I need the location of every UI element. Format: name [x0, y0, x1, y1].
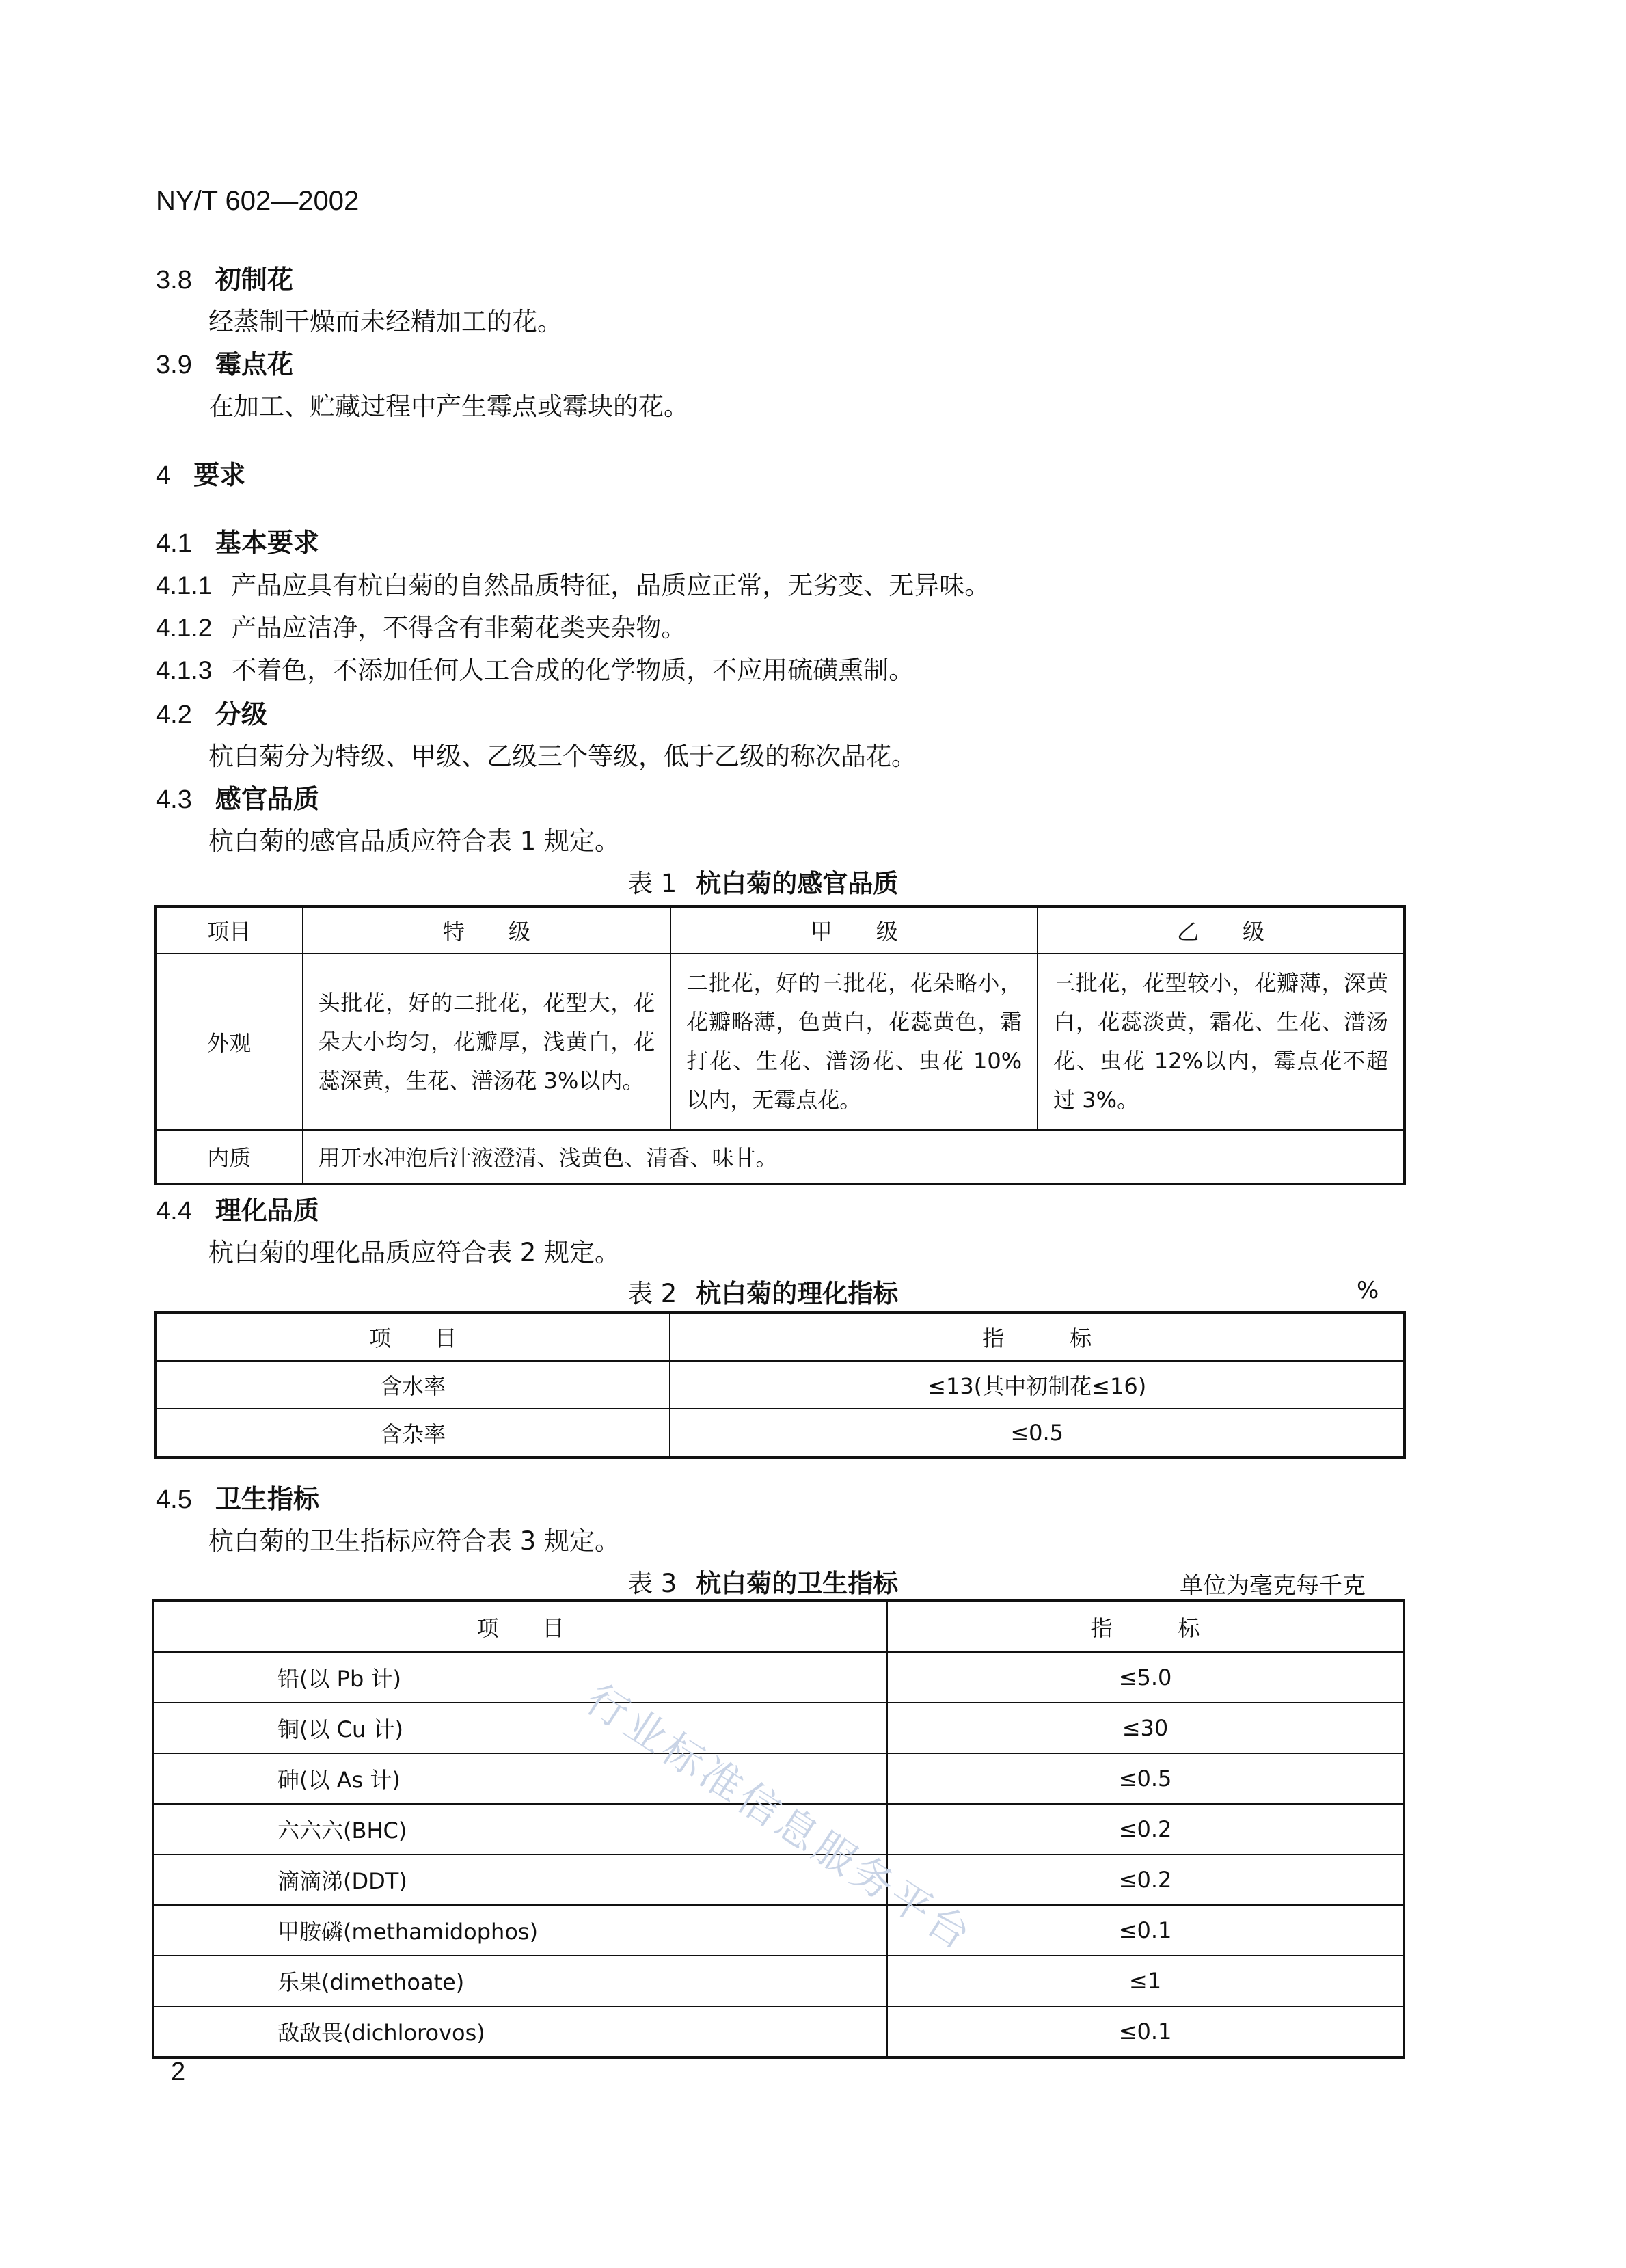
table-row: [153, 1652, 1404, 1703]
table-cell: 用开水冲泡后汁液澄清、浅黄色、清香、味甘。: [303, 1130, 1405, 1184]
table-cell: 头批花，好的二批花，花型大，花朵大小均匀，花瓣厚，浅黄白，花蕊深黄，生花、潽汤花 3%以内。: [303, 954, 671, 1130]
table-row: [153, 1905, 1404, 1956]
table2-physicochemical: [154, 1311, 1406, 1459]
section-heading-3-9: [156, 343, 293, 381]
table1-sensory-quality: [154, 905, 1406, 1185]
section-title: 初制花: [215, 265, 293, 295]
table-cell: ≤0.5: [887, 1753, 1404, 1804]
section-title: 卫生指标: [215, 1484, 319, 1514]
clause-number: 4.1.1: [156, 571, 213, 599]
clause-text: 产品应洁净，不得含有非菊花类夹杂物。: [231, 613, 687, 643]
table-cell: ≤0.5: [670, 1409, 1405, 1457]
table-cell: 砷(以 As 计): [153, 1753, 887, 1804]
section-heading-4: [156, 454, 245, 491]
table-header-row: [153, 1601, 1404, 1652]
clause-number: 4.1.2: [156, 614, 213, 642]
row-label: 外观: [155, 954, 303, 1130]
section-number: 3.8: [156, 266, 192, 295]
section-text-3-8: 经蒸制干燥而未经精加工的花。: [208, 307, 563, 336]
section-heading-4-4: [156, 1189, 319, 1227]
header-cell: 指 标: [887, 1601, 1404, 1652]
table-title: 杭白菊的理化指标: [696, 1279, 899, 1308]
standard-code: NY/T 602—2002: [156, 186, 360, 216]
table-header-row: [155, 1312, 1405, 1361]
table2-caption: [627, 1273, 898, 1310]
table-row: [153, 1956, 1404, 2006]
header-cell: 甲 级: [670, 906, 1038, 954]
section-title: 理化品质: [215, 1196, 319, 1226]
table2-unit: %: [1357, 1277, 1379, 1304]
table-row: [155, 1409, 1405, 1457]
header-cell: 项 目: [155, 1312, 670, 1361]
table-cell: ≤0.1: [887, 1905, 1404, 1956]
section-title: 感官品质: [215, 784, 319, 814]
section-heading-4-5: [156, 1478, 319, 1515]
header-cell: 乙 级: [1038, 906, 1405, 954]
clause-4-1-3: [156, 649, 914, 686]
clause-text: 不着色，不添加任何人工合成的化学物质，不应用硫磺熏制。: [231, 656, 914, 685]
header-cell: 特 级: [303, 906, 671, 954]
clause-4-1-2: [156, 607, 686, 644]
row-label: 内质: [155, 1130, 303, 1184]
table-cell: 敌敌畏(dichlorovos): [153, 2006, 887, 2057]
table-cell: ≤1: [887, 1956, 1404, 2006]
section-number: 4.5: [156, 1485, 192, 1514]
table-cell: ≤0.1: [887, 2006, 1404, 2057]
table-number: 表 3: [627, 1569, 677, 1598]
section-number: 4.1: [156, 529, 192, 558]
table-title: 杭白菊的感官品质: [696, 869, 899, 898]
page-number: 2: [171, 2057, 186, 2086]
section-text-4-2: 杭白菊分为特级、甲级、乙级三个等级，低于乙级的称次品花。: [208, 742, 917, 771]
table-cell: 三批花，花型较小，花瓣薄，深黄白，花蕊淡黄，霜花、生花、潽汤花、虫花 12%以内，霉点花不超过 3%。: [1038, 954, 1405, 1130]
section-number: 4: [156, 461, 171, 490]
table-row: [153, 1703, 1404, 1753]
table-header-row: [155, 906, 1405, 954]
table-cell: 铜(以 Cu 计): [153, 1703, 887, 1753]
section-title: 基本要求: [215, 528, 319, 558]
table-title: 杭白菊的卫生指标: [696, 1569, 899, 1598]
table-cell: 含杂率: [155, 1409, 670, 1457]
table-row: [153, 1854, 1404, 1905]
header-cell: 指 标: [670, 1312, 1405, 1361]
table-cell: 含水率: [155, 1361, 670, 1409]
table-cell: 六六六(BHC): [153, 1804, 887, 1854]
section-title: 霉点花: [215, 349, 293, 379]
section-heading-4-3: [156, 778, 319, 815]
table-number: 表 1: [627, 869, 677, 898]
section-heading-4-1: [156, 522, 319, 559]
table-cell: 铅(以 Pb 计): [153, 1652, 887, 1703]
clause-4-1-1: [156, 565, 990, 602]
section-heading-4-2: [156, 693, 267, 731]
table-row: [155, 1361, 1405, 1409]
section-text-4-4: 杭白菊的理化品质应符合表 2 规定。: [208, 1238, 621, 1267]
section-number: 4.4: [156, 1197, 192, 1226]
table-cell: 二批花，好的三批花，花朵略小，花瓣略薄，色黄白，花蕊黄色，霜打花、生花、潽汤花、虫花 10%以内，无霉点花。: [670, 954, 1038, 1130]
clause-text: 产品应具有杭白菊的自然品质特征，品质应正常，无劣变、无异味。: [231, 571, 990, 600]
section-number: 3.9: [156, 351, 192, 379]
table1-caption: [627, 863, 898, 900]
table-row: [155, 1130, 1405, 1184]
table-cell: 乐果(dimethoate): [153, 1956, 887, 2006]
section-title: 分级: [215, 699, 267, 729]
table-cell: ≤0.2: [887, 1854, 1404, 1905]
section-title: 要求: [193, 460, 246, 490]
table3-caption: [627, 1563, 898, 1599]
table3-unit: 单位为毫克每千克: [1180, 1572, 1366, 1599]
section-text-4-5: 杭白菊的卫生指标应符合表 3 规定。: [208, 1526, 621, 1556]
table-cell: ≤5.0: [887, 1652, 1404, 1703]
table-cell: ≤0.2: [887, 1804, 1404, 1854]
table-cell: 甲胺磷(methamidophos): [153, 1905, 887, 1956]
section-number: 4.3: [156, 785, 192, 814]
table-cell: ≤30: [887, 1703, 1404, 1753]
section-number: 4.2: [156, 701, 192, 729]
table-row: [153, 2006, 1404, 2057]
section-text-3-9: 在加工、贮藏过程中产生霉点或霉块的花。: [208, 392, 689, 421]
header-cell: 项目: [155, 906, 303, 954]
clause-number: 4.1.3: [156, 656, 213, 684]
section-heading-3-8: [156, 258, 293, 296]
table-cell: 滴滴涕(DDT): [153, 1854, 887, 1905]
table-row: [155, 954, 1405, 1130]
header-cell: 项 目: [153, 1601, 887, 1652]
watermark: 行业标准信息服务平台: [577, 1675, 982, 1962]
section-text-4-3: 杭白菊的感官品质应符合表 1 规定。: [208, 826, 621, 856]
table-cell: ≤13(其中初制花≤16): [670, 1361, 1405, 1409]
table-number: 表 2: [627, 1279, 677, 1308]
